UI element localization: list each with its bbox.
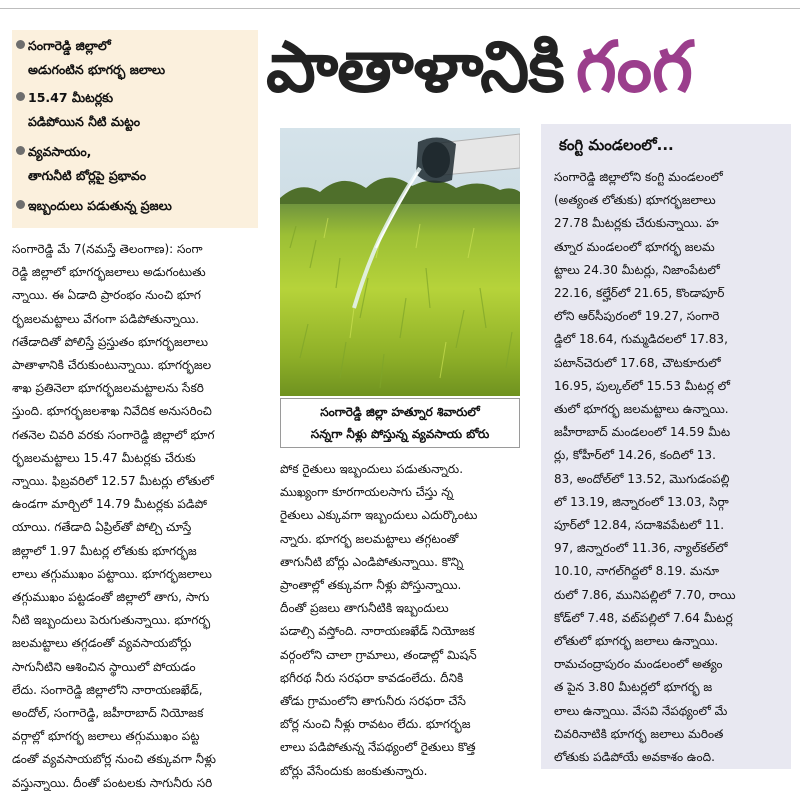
sidebox-line: రామచంద్రాపురం మండలంలో అత్యం <box>554 657 723 672</box>
article-line: ర్భజలమట్టాలు 15.47 మీటర్లకు చేరుకు <box>12 450 196 465</box>
article-line: ప్రాంతాల్లో తక్కువగా నీళ్లు పోస్తున్నాయి. <box>280 578 462 593</box>
article-line: భగీరథ నీరు సరఫరా కావడంలేదు. దీనికి <box>280 670 464 685</box>
highlight-line: తాగునీటి బోర్లపై ప్రభావం <box>28 168 147 183</box>
highlight-line: వ్యవసాయం, <box>28 144 92 159</box>
article-column-left <box>12 238 262 795</box>
sidebox-line: డ్డిలో 18.64, గుమ్మడిదలలో 17.83, <box>554 332 728 347</box>
article-line: రెడ్డి జిల్లాలో భూగర్భజలాలు అడుగంటుతు <box>12 265 206 280</box>
sidebox-line: సంగారెడ్డి జిల్లాలోని కంగ్టి మండలంలో <box>554 170 723 184</box>
article-line: పాతాళానికి చేరుకుంటున్నాయి. భూగర్భజల <box>12 358 212 373</box>
article-line: శాఖ ప్రతినెలా భూగర్భజలమట్టాలను సేకరి <box>12 381 204 396</box>
sidebox-line: 10.10, నాగల్‌గిద్దలో 8.19. మనూ <box>554 564 720 579</box>
sidebox-line: త పైన 3.80 మీటర్లలో భూగర్భ జ <box>554 680 713 695</box>
sidebox-line: ట్టాలు 24.30 మీటర్లు, నిజాంపేటలో <box>554 262 720 277</box>
sidebox-line: ర్లు, కోహీర్‌లో 14.26, కంది‌లో 13. <box>554 448 716 463</box>
sidebox-line: జహీరాబాద్ మండలంలో 14.59 మీట <box>554 425 731 440</box>
article-line: యాయి. గతేడాది ఏప్రిల్‌తో పోల్చి చూస్తే <box>12 520 192 535</box>
sidebox-line: 83, అందోల్‌లో 13.52, మొగుడంపల్లి <box>554 471 730 486</box>
article-line: స్తుంది. భూగర్భజలశాఖ నివేదిక అనుసరించి <box>12 404 212 419</box>
article-line: పోక రైతులు ఇబ్బందులు పడుతున్నారు. <box>280 462 464 476</box>
article-line: ఉండగా మార్చిలో 14.79 మీటర్లకు పడిపో <box>12 497 207 512</box>
article-line: డంతో వ్యవసాయబోర్ల నుంచి తక్కువగా నీళ్లు <box>12 752 217 767</box>
sidebox-line: కోడ్‌లో 7.48, వట్‌పల్లిలో 7.64 మీటర్ల <box>554 610 733 625</box>
sidebox-line: (అత్యంత లోతుకు) భూగర్భజలాలు <box>554 193 716 208</box>
article-line: జలమట్టాలు తగ్గడంతో వ్యవసాయబోర్లు <box>12 636 192 651</box>
article-line: లేదు. సంగారెడ్డి జిల్లాలోని నారాయణఖేడ్, <box>12 682 203 697</box>
article-line: దీంతో ప్రజలు తాగునీటికి ఇబ్బందులు <box>280 601 449 616</box>
borewell-illustration <box>280 128 520 396</box>
photo-caption <box>280 398 520 448</box>
headline-accent: గంగ <box>575 26 693 108</box>
article-line: అందోల్, సంగారెడ్డి, జహీరాబాద్ నియోజక <box>12 706 204 721</box>
highlight-line: సంగారెడ్డి జిల్లాలో <box>28 38 111 53</box>
article-line: నీటి ఇబ్బందులు పెరుగుతున్నాయి. భూగర్భ <box>12 613 211 628</box>
sidebox-line: పటాన్‌చెరులో 17.68, చౌటకూరులో <box>554 355 721 370</box>
article-line: గతనెల చివరి వరకు సంగారెడ్డి జిల్లాలో భూగ <box>12 427 215 442</box>
article-line: తగ్గుముఖం పట్టడంతో జిల్లాలో తాగు, సాగు <box>12 590 210 605</box>
highlight-item <box>28 194 254 218</box>
headline-main: పాతాళానికి <box>266 26 564 108</box>
article-line: ర్భజలమట్టాలు వేగంగా పడిపోతున్నాయి. <box>12 311 200 326</box>
bullet-icon <box>16 200 25 209</box>
headline <box>266 26 796 122</box>
sidebox-title: కంగ్టి మండలంలో... <box>559 136 674 154</box>
article-line: పడాల్సి వస్తోంది. నారాయణఖేడ్ నియోజక <box>280 624 475 639</box>
article-column-middle <box>280 458 520 783</box>
sidebox-line: లోని ఆర్‌సీపురంలో 19.27, సంగారె <box>554 309 720 324</box>
highlights-box <box>12 30 258 228</box>
sidebox-line: 16.95, పుల్కల్‌లో 15.53 మీటర్ల లో <box>554 378 731 393</box>
article-line: ముఖ్యంగా కూరగాయలసాగు చేస్తు న్న <box>280 485 454 500</box>
article-line: తోడు గ్రామంలోని తాగునీరు సరఫరా చేసే <box>280 694 466 709</box>
caption-line: సన్నగా నీళ్లు పోస్తున్న వ్యవసాయ బోరు <box>310 427 490 441</box>
sidebox-line: చివరినాటికి భూగర్భ జలాలు మరింత <box>554 726 724 741</box>
article-line: న్నాయి. ఈ ఏడాది ప్రారంభం నుంచి భూగ <box>12 288 201 303</box>
highlight-line: పడిపోయిన నీటి మట్టం <box>28 114 141 129</box>
sidebox-line: లోతుకు పడిపోయే అవకాశం ఉంది. <box>554 750 715 765</box>
highlight-line: 15.47 మీటర్లకు <box>28 90 114 105</box>
article-line: రైతులు ఎక్కువగా ఇబ్బందులు ఎదుర్కొంటు <box>280 508 478 523</box>
sidebox-line: 97, జిన్నారంలో 11.36, న్యాల్‌కల్‌లో <box>554 541 728 556</box>
sidebox-line: లోతులో భూగర్భ జలాలు ఉన్నాయి. <box>554 634 719 649</box>
article-line: లాలు తగ్గుముఖం పట్టాయి. భూగర్భజలాలు <box>12 566 212 581</box>
article-line: వర్గాల్లో భూగర్భ జలాలు తగ్గుముఖం పట్ట <box>12 729 200 744</box>
highlight-item <box>28 34 254 82</box>
article-line: సాగునీటిని ఆశించిన స్థాయిలో పోయడం <box>12 659 196 674</box>
article-line: తాగునీటి బోర్లు ఎండిపోతున్నాయి. కొన్ని <box>280 554 464 569</box>
highlight-item <box>28 86 254 134</box>
sidebox-line: 27.78 మీటర్లకు చేరుకున్నాయి. హ <box>554 216 719 231</box>
borewell-photo <box>280 128 520 396</box>
article-line: సంగారెడ్డి మే 7(నమస్తే తెలంగాణ): సంగా <box>12 242 203 256</box>
bullet-icon <box>16 92 25 101</box>
sidebox-line: పూర్‌లో 12.84, సదాశివపేటలో 11. <box>554 518 725 533</box>
sidebox-text <box>554 166 790 769</box>
article-line: బోర్లు వేసేందుకు జంకుతున్నారు. <box>280 763 428 778</box>
article-line: జిల్లాలో 1.97 మీటర్ల లోతుకు భూగర్భజ <box>12 543 197 558</box>
article-line: న్నాయి. ఫిబ్రవరిలో 12.57 మీటర్లు లోతులో <box>12 474 214 489</box>
highlight-item <box>28 140 254 188</box>
bullet-icon <box>16 146 25 155</box>
caption-line: సంగారెడ్డి జిల్లా హత్నూర శివారులో <box>320 405 480 419</box>
highlight-line: ఇబ్బందులు పడుతున్న ప్రజలు <box>28 198 172 213</box>
article-line: న్నారు. భూగర్భ జలమట్టాలు తగ్గటంతో <box>280 531 459 546</box>
sidebox-line: లాలు ఉన్నాయి. వేసవి నేపథ్యంలో మే <box>554 703 728 718</box>
top-rule <box>0 0 800 9</box>
article-line: లాలు పడిపోతున్న నేపథ్యంలో రైతులు కొత్త <box>280 740 476 755</box>
sidebox-line: లో 13.19, జిన్నారంలో 13.03, సిర్గా <box>554 494 729 509</box>
sidebox-line: 22.16, కల్హేర్‌లో 21.65, కొండాపూర్ <box>554 286 725 301</box>
article-line: వస్తున్నాయి. దీంతో పంటలకు సాగునీరు సరి <box>12 775 213 790</box>
article-line: బోర్ల నుంచి నీళ్లు రావటం లేదు. భూగర్భజ <box>280 717 471 732</box>
sidebox-line: త్నూర మండలంలో భూగర్భ జలమ <box>554 239 715 254</box>
sidebox-line: రులో 7.86, మునిపల్లిలో 7.70, రాయి <box>554 587 736 602</box>
article-line: గతేడాదితో పోలిస్తే ప్రస్తుతం భూగర్భజలాలు <box>12 334 209 349</box>
bullet-icon <box>16 40 25 49</box>
highlight-line: అడుగంటిన భూగర్భ జలాలు <box>28 62 166 77</box>
article-line: వర్గంలోని చాలా గ్రామాలు, తండాల్లో మిషన్ <box>280 647 477 662</box>
sidebox-line: తులో భూగర్భ జలమట్టాలు ఉన్నాయి. <box>554 402 729 417</box>
